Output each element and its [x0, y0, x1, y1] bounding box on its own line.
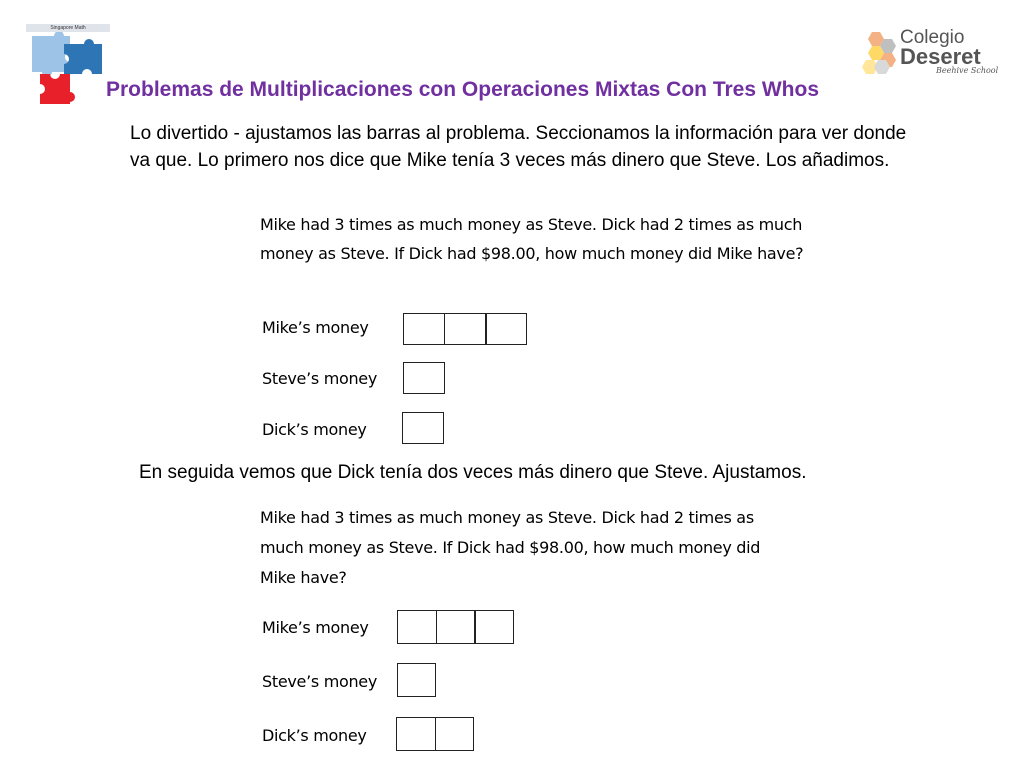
- problem-2-dick-label: Dick’s money: [262, 726, 367, 745]
- bar-unit: [402, 412, 444, 444]
- bar-unit: [444, 313, 487, 345]
- school-logo-tagline: Beehive School: [936, 66, 999, 75]
- problem-1-steve-bar: [403, 362, 445, 394]
- school-logo-line2: Deseret: [900, 44, 981, 69]
- bar-unit: [397, 610, 437, 644]
- bar-unit: [485, 313, 527, 345]
- bar-unit: [403, 362, 445, 394]
- bar-unit: [403, 313, 445, 345]
- explanation-paragraph-1: Lo divertido - ajustamos las barras al problema. Seccionamos la información para ver donde va que. Lo primero nos dice que Mike tenía 3 veces más dinero que Steve. Los añadimos.: [130, 123, 907, 171]
- problem-1-dick-label: Dick’s money: [262, 420, 367, 439]
- bar-unit: [474, 610, 514, 644]
- problem-image-2: [260, 503, 840, 758]
- problem-2-dick-bar: [396, 717, 474, 751]
- problem-1-mike-bar: [403, 313, 527, 345]
- bar-unit: [396, 717, 436, 751]
- problem-image-1: [260, 210, 840, 450]
- bar-unit: [435, 717, 474, 751]
- explanation-paragraph-2: En seguida vemos que Dick tenía dos veces más dinero que Steve. Ajustamos.: [139, 462, 807, 483]
- puzzle-logo: [24, 24, 114, 106]
- problem-1-steve-label: Steve’s money: [262, 369, 378, 388]
- problem-1-text: Mike had 3 times as much money as Steve. Dick had 2 times as much money as Steve. If Dick had $98.00, how much money did Mike have?: [260, 215, 804, 263]
- puzzle-pieces-icon: [24, 32, 114, 106]
- school-logo-line1: Colegio: [900, 27, 965, 48]
- bar-unit: [397, 663, 436, 697]
- slide-title: Problemas de Multiplicaciones con Operaciones Mixtas Con Tres Whos: [106, 78, 820, 101]
- problem-1-mike-label: Mike’s money: [262, 318, 369, 337]
- problem-1-dick-bar: [402, 412, 444, 444]
- puzzle-logo-caption: Singapore Math: [26, 24, 110, 32]
- problem-2-text: Mike had 3 times as much money as Steve. Dick had 2 times as much money as Steve. If Dick had $98.00, how much money did Mike have?: [260, 508, 761, 587]
- problem-2-mike-label: Mike’s money: [262, 618, 369, 637]
- honeycomb-icon: [862, 26, 902, 76]
- problem-2-mike-bar: [397, 610, 514, 644]
- problem-2-steve-bar: [397, 663, 436, 697]
- school-logo: [862, 26, 1002, 80]
- bar-unit: [436, 610, 476, 644]
- problem-2-steve-label: Steve’s money: [262, 672, 378, 691]
